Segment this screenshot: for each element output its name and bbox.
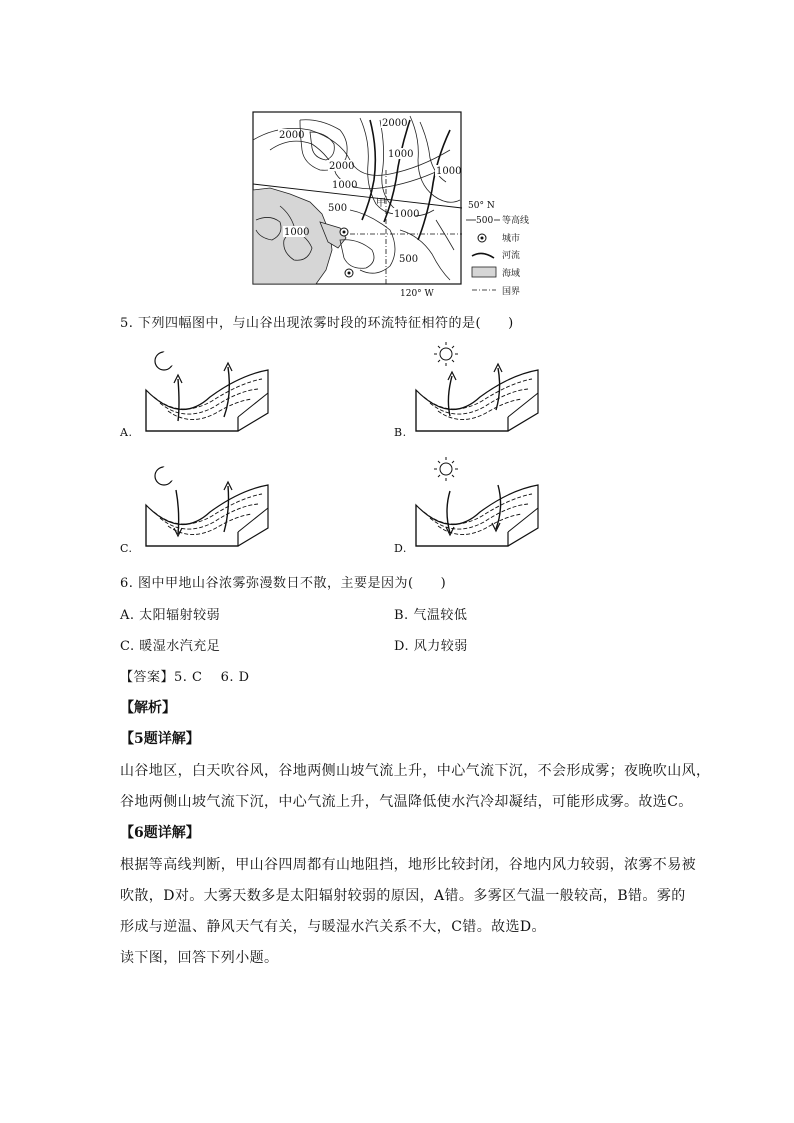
point-jia-label: 甲 <box>376 198 386 209</box>
analysis-title: 【解析】 <box>120 700 176 716</box>
q5-detail-title: 【5题详解】 <box>120 731 200 747</box>
option-d-label[interactable]: D. <box>394 542 407 555</box>
question-5-stem: 5. 下列四幅图中，与山谷出现浓雾时段的环流特征相符的是( ) <box>120 316 514 331</box>
legend-city: 城市 <box>502 234 521 244</box>
q5-detail-line: 谷地两侧山坡气流下沉，中心气流上升，气温降低使水汽冷却凝结，可能形成雾。故选C。 <box>120 794 693 810</box>
contour-label: 2000 <box>279 130 305 141</box>
contour-label: 1000 <box>394 209 420 220</box>
contour-label: 2000 <box>382 118 408 129</box>
contour-label: 1000 <box>388 149 414 160</box>
sun-icon <box>434 342 458 366</box>
legend-contour-value: 500 <box>476 216 494 226</box>
legend-river: 河流 <box>502 251 521 261</box>
contour-label: 1000 <box>284 227 310 238</box>
q6-detail-line: 形成与逆温、静风天气有关，与暖湿水汽关系不大，C错。故选D。 <box>120 919 546 935</box>
q5-detail-line: 山谷地区，白天吹谷风，谷地两侧山坡气流上升，中心气流下沉，不会形成雾；夜晚吹山风， <box>120 763 711 779</box>
contour-label: 1000 <box>436 166 462 177</box>
option-b-diagram <box>410 340 550 440</box>
moon-icon <box>155 350 177 370</box>
longitude-label: 120° W <box>400 289 434 299</box>
option-c-label[interactable]: C. <box>120 542 133 555</box>
option-d-diagram <box>410 455 550 555</box>
contour-map <box>250 110 540 300</box>
q6-detail-line: 根据等高线判断，甲山谷四周都有山地阻挡，地形比较封闭，谷地内风力较弱，浓雾不易被 <box>120 857 696 873</box>
q6-option-a[interactable]: A. 太阳辐射较弱 <box>120 608 221 623</box>
contour-label: 2000 <box>329 161 355 172</box>
contour-label: 500 <box>399 254 419 265</box>
option-a-diagram <box>140 345 280 440</box>
legend-border: 国界 <box>502 287 521 297</box>
next-instruction: 读下图，回答下列小题。 <box>120 950 279 966</box>
contour-label: 500 <box>328 203 348 214</box>
legend-contour: 等高线 <box>502 216 530 226</box>
q6-detail-line: 吹散，D对。大雾天数多是太阳辐射较弱的原因，A错。多雾区气温一般较高，B错。雾的 <box>120 888 686 904</box>
answer-line: 【答案】5. C 6. D <box>120 670 250 685</box>
moon-icon <box>155 465 177 485</box>
map-legend <box>466 214 529 297</box>
q6-detail-title: 【6题详解】 <box>120 825 200 841</box>
option-c-diagram <box>140 460 280 555</box>
option-b-label[interactable]: B. <box>394 426 407 439</box>
contour-label: 1000 <box>332 180 358 191</box>
q6-option-c[interactable]: C. 暖湿水汽充足 <box>120 639 221 654</box>
legend-sea: 海域 <box>502 269 521 279</box>
question-6-stem: 6. 图中甲地山谷浓雾弥漫数日不散，主要是因为( ) <box>120 576 447 591</box>
option-a-label[interactable]: A. <box>120 426 133 439</box>
q6-option-d[interactable]: D. 风力较弱 <box>394 639 468 654</box>
sun-icon <box>434 457 458 481</box>
q6-option-b[interactable]: B. 气温较低 <box>394 608 468 623</box>
latitude-label: 50° N <box>468 201 495 211</box>
